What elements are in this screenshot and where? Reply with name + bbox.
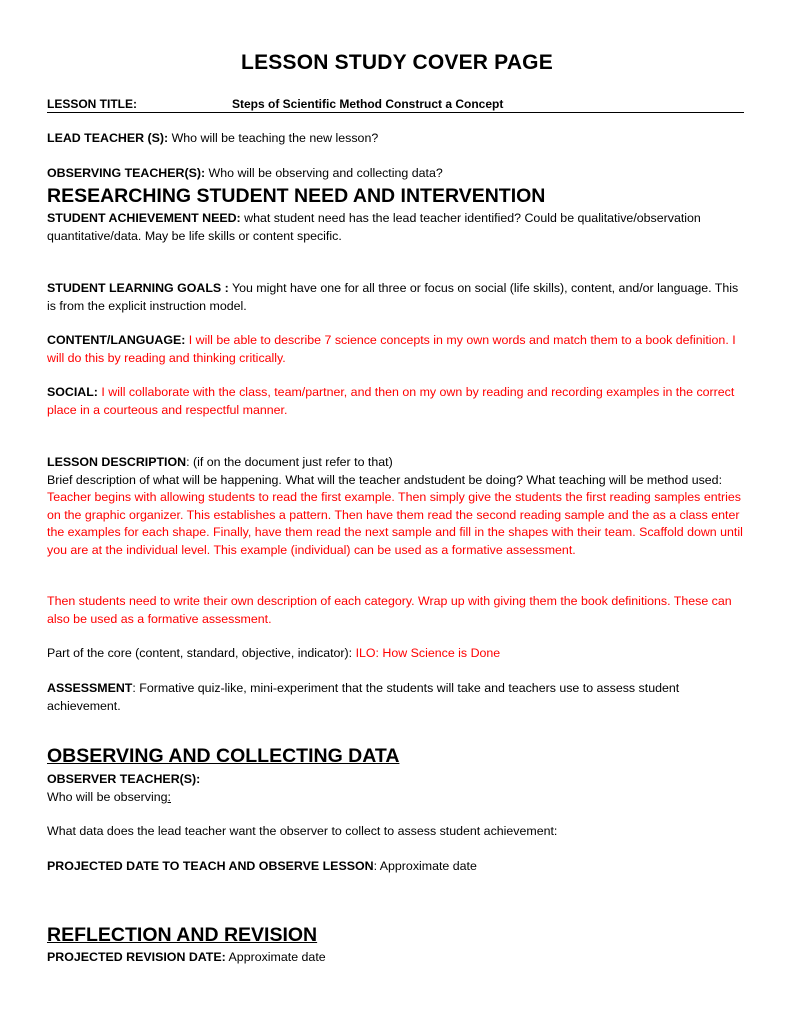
page-title: LESSON STUDY COVER PAGE	[241, 51, 553, 74]
social-text: I will collaborate with the class, team/partner, and then on my own by reading and recording examples in the correct place in a courteous and respectful manner.	[47, 385, 735, 417]
lead-teacher-label: LEAD TEACHER (S):	[47, 131, 169, 145]
core-text: Part of the core (content, standard, objective, indicator):	[47, 646, 356, 660]
observer-label: OBSERVER TEACHER(S):	[47, 772, 201, 786]
lesson-description-text: Brief description of what will be happening. What will the teacher andstudent be doing? What teaching will be method used:	[47, 472, 723, 487]
lesson-title-label: LESSON TITLE:	[47, 97, 137, 111]
content-language-text: I will be able to describe 7 science concepts in my own words and match them to a book definition. I will do this by reading and thinking critically.	[47, 333, 736, 365]
achievement-need-paragraph	[47, 210, 747, 245]
projected-date-line	[47, 858, 747, 876]
core-line	[47, 645, 747, 663]
projected-date-label: PROJECTED DATE TO TEACH AND OBSERVE LESSON	[47, 859, 374, 873]
observer-text: Who will be observing	[47, 789, 168, 804]
lead-teacher-text: Who will be teaching the new lesson?	[168, 131, 379, 145]
learning-goals-label: STUDENT LEARNING GOALS :	[47, 281, 229, 295]
section-heading-researching: RESEARCHING STUDENT NEED AND INTERVENTION	[47, 185, 546, 207]
assessment-paragraph	[47, 680, 747, 715]
observing-teacher-label: OBSERVING TEACHER(S):	[47, 166, 206, 180]
content-language-label: CONTENT/LANGUAGE:	[47, 333, 186, 347]
observer-block	[47, 771, 747, 806]
data-question: What data does the lead teacher want the observer to collect to assess student achievement:	[47, 824, 558, 838]
assessment-label: ASSESSMENT	[47, 681, 133, 695]
lead-teacher-line	[47, 130, 747, 148]
lesson-description-note: : (if on the document just refer to that)	[186, 455, 393, 469]
assessment-text: : Formative quiz-like, mini-experiment that the students will take and teachers use to assess student achievement.	[47, 681, 680, 713]
section-heading-reflection: REFLECTION AND REVISION	[47, 924, 318, 946]
revision-date-text: Approximate date	[225, 950, 326, 964]
observer-colon: :	[167, 789, 171, 804]
learning-goals-text: You might have one for all three or focus on social (life skills), content, and/or language. This is from the explicit instruction model.	[47, 281, 739, 313]
section-heading-observing: OBSERVING AND COLLECTING DATA	[47, 745, 400, 767]
learning-goals-paragraph	[47, 280, 747, 315]
social-paragraph	[47, 384, 747, 419]
lesson-description-red: Teacher begins with allowing students to read the first example. Then simply give the students the first reading samples entries on the graphic organizer. This establishes a pattern. Then have them read the second reading sample and the as a class enter the examples for each shape. Finally, have them read the next sample and fill in the shapes with their team. Scaffold down until you are at the individual level. This example (individual) can be used as a formative assessment.	[47, 490, 743, 557]
lesson-description-label: LESSON DESCRIPTION	[47, 455, 187, 469]
lesson-title-row	[47, 96, 744, 113]
content-language-paragraph	[47, 332, 747, 367]
core-red: ILO: How Science is Done	[355, 646, 501, 660]
revision-date-line	[47, 949, 747, 967]
social-label: SOCIAL:	[47, 385, 98, 399]
observing-teacher-text: Who will be observing and collecting data?	[205, 166, 443, 180]
revision-date-label: PROJECTED REVISION DATE:	[47, 950, 226, 964]
projected-date-text: : Approximate date	[373, 859, 477, 873]
lesson-description-red-2: Then students need to write their own description of each category. Wrap up with giving them the book definitions. These can also be used as a formative assessment.	[47, 594, 732, 626]
achievement-need-text: what student need has the lead teacher identified? Could be qualitative/observation quantitative/data. May be life skills or content specific.	[47, 211, 701, 243]
achievement-need-label: STUDENT ACHIEVEMENT NEED:	[47, 211, 241, 225]
lesson-title-value: Steps of Scientific Method Construct a Concept	[232, 97, 504, 111]
lesson-description-paragraph	[47, 454, 747, 559]
observing-teacher-line	[47, 165, 747, 183]
